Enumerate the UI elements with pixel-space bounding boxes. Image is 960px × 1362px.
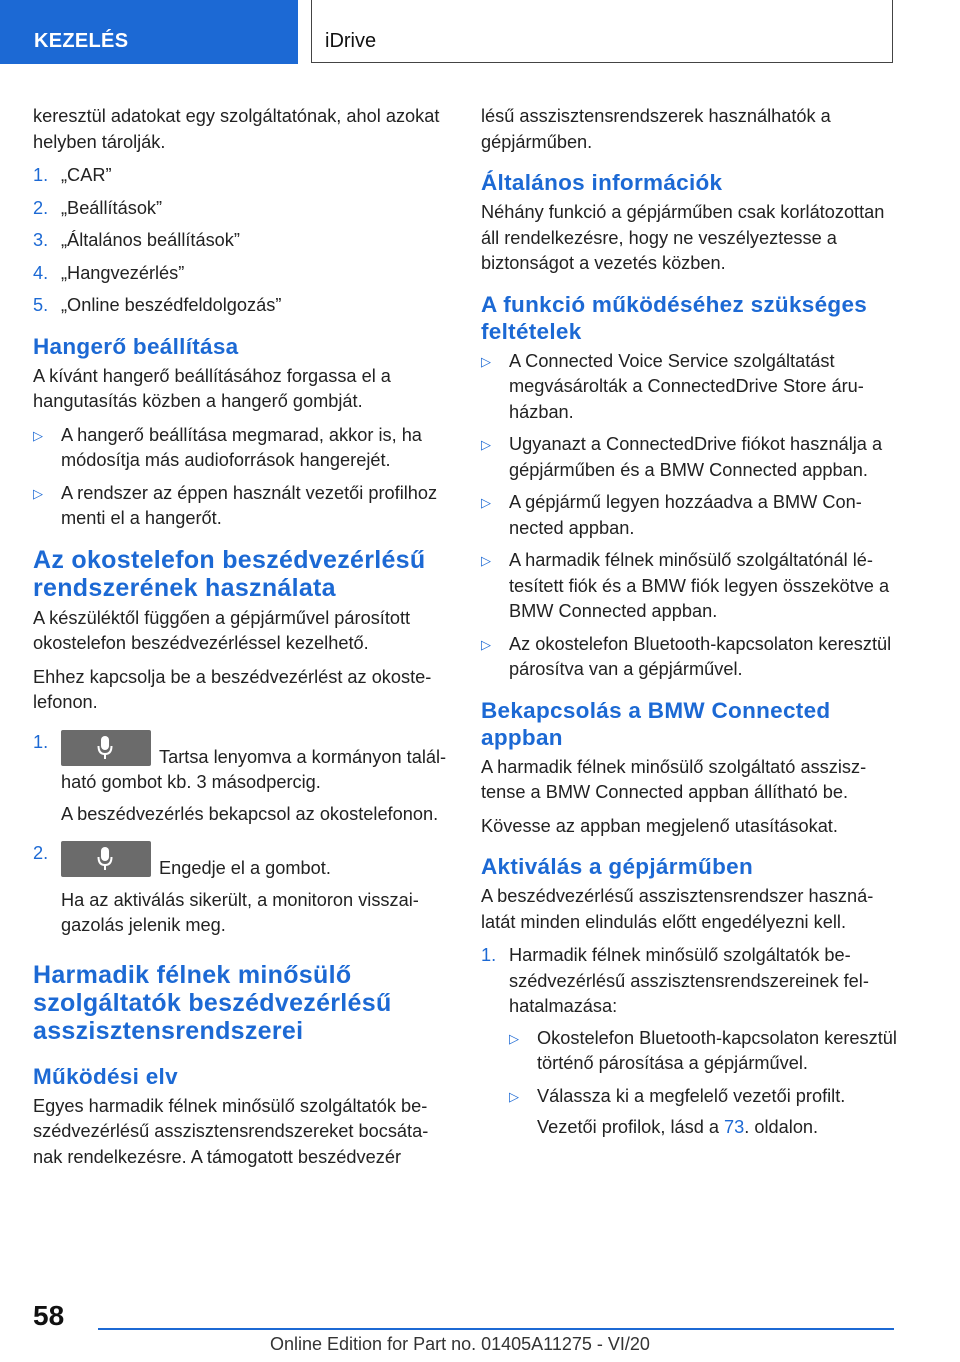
step-text: Tartsa lenyomva a kormányon található gombot kb. 3 másodpercig. xyxy=(61,746,447,792)
step-text: „Beállítások” xyxy=(61,197,163,218)
activate-paragraph: A beszédvezérlésű asszisztensrendszer használatát minden elindulás előtt engedélyezni kell. xyxy=(481,886,874,932)
general-heading: Általános információk xyxy=(481,170,723,195)
triangle-icon: ▷ xyxy=(481,495,491,510)
list-item xyxy=(33,228,451,254)
list-item xyxy=(33,261,451,287)
step-number: 5. xyxy=(33,295,49,315)
sub-bullet-list xyxy=(509,1026,899,1141)
activate-heading: Aktiválás a gépjárműben xyxy=(481,854,753,879)
section-tab xyxy=(0,0,298,64)
chapter-title: iDrive xyxy=(325,30,377,52)
step-result: Ha az aktiválás sikerült, a monitoron visszaigazolás jelenik meg. xyxy=(61,889,419,935)
list-item xyxy=(33,730,451,828)
step-result: A beszédvezérlés bekapcsol az okostelefonon. xyxy=(61,803,439,824)
triangle-icon: ▷ xyxy=(33,485,43,501)
phone-steps-list xyxy=(33,730,451,939)
phone-paragraph-1: A készüléktől függően a gépjárművel párosított okostelefon beszédvezérléssel kezelhető. xyxy=(33,607,411,653)
menu-steps-list xyxy=(33,163,451,319)
step-text: „CAR” xyxy=(61,165,112,185)
step-number: 1. xyxy=(33,165,49,185)
step-number: 4. xyxy=(33,262,49,283)
enable-paragraph-2: Kövesse az appban megjelenő utasításokat. xyxy=(481,815,838,836)
step-text: „Általános beállítások” xyxy=(61,230,240,250)
step-number: 1. xyxy=(481,945,497,965)
list-item: ▷ A rendszer az éppen használt vezetői profilhoz menti el a hangerőt. xyxy=(33,481,451,532)
chapter-tab xyxy=(311,0,893,63)
microphone-button xyxy=(61,841,151,877)
general-paragraph: Néhány funkció a gépjárműben csak korlátozottan áll rendelkezésre, hogy ne veszélyeztesse a biztonságot a vezetés közben. xyxy=(481,202,885,273)
list-item xyxy=(481,943,899,1148)
volume-heading: Hangerő beállítása xyxy=(33,333,239,359)
principle-heading: Működési elv xyxy=(33,1063,178,1089)
volume-paragraph: A kívánt hangerő beállításához forgassa el a hangutasítás közben a hangerő gombját. xyxy=(33,365,391,411)
enable-paragraph-1: A harmadik félnek minősülő szolgáltató asszisztense a BMW Connected appban állítható be. xyxy=(481,756,867,802)
step-text: „Hangvezérlés” xyxy=(61,262,185,283)
microphone-icon xyxy=(97,846,113,872)
activate-steps-list xyxy=(481,943,899,1148)
list-item xyxy=(33,196,451,222)
list-item xyxy=(33,163,451,189)
profile-reference: Vezetői profilok, lásd a 73. oldalon. xyxy=(537,1117,819,1137)
page-link[interactable]: 73 xyxy=(724,1117,745,1137)
requirements-heading: A funkció működéséhez szükséges feltételek xyxy=(481,291,868,344)
list-item: ▷ Okostelefon Bluetooth-kapcsolaton keresztül történő párosítása a gépjárművel. xyxy=(509,1026,899,1077)
triangle-icon: ▷ xyxy=(509,1030,519,1046)
list-item xyxy=(33,841,451,939)
footer-divider xyxy=(98,1328,894,1330)
right-column xyxy=(481,104,899,1156)
step-text: Engedje el a gombot. xyxy=(159,858,331,878)
list-item: ▷ A gépjármű legyen hozzáadva a BMW Connected appban. xyxy=(481,490,899,541)
page-number: 58 xyxy=(33,1300,65,1331)
triangle-icon: ▷ xyxy=(33,427,43,443)
triangle-icon: ▷ xyxy=(481,636,491,652)
step-text: „Online beszédfeldolgozás” xyxy=(61,295,282,315)
step-number: 3. xyxy=(33,230,49,250)
continued-paragraph: lésű asszisztensrendszerek használhatók a gépjárműben. xyxy=(481,106,831,152)
list-item: ▷ A hangerő beállítása megmarad, akkor is, ha módosítja más audioforrások hangerejét. xyxy=(33,423,451,474)
step-number: 2. xyxy=(33,197,49,218)
intro-paragraph: keresztül adatokat egy szolgáltatónak, ahol azokat helyben tárolják. xyxy=(33,106,440,152)
step-number: 2. xyxy=(33,843,49,863)
requirements-list xyxy=(481,349,899,683)
phone-paragraph-2: Ehhez kapcsolja be a beszédvezérlést az okostelefonon. xyxy=(33,666,432,712)
section-title: KEZELÉS xyxy=(34,30,129,52)
step-number: 1. xyxy=(33,731,49,752)
third-party-heading: Harmadik félnek minősülő szolgáltatók beszédvezérlésű asszisztensrendszerei xyxy=(33,960,392,1045)
list-item: ▷ Az okostelefon Bluetooth-kapcsolaton keresztül párosítva van a gépjárművel. xyxy=(481,632,899,683)
edition-footer: Online Edition for Part no. 01405A11275 - VI/20 xyxy=(270,1334,650,1354)
triangle-icon: ▷ xyxy=(481,553,491,568)
enable-heading: Bekapcsolás a BMW Connected appban xyxy=(481,697,831,750)
step-text: Harmadik félnek minősülő szolgáltatók beszédvezérlésű asszisztensrendszereinek felhatalmazása: xyxy=(509,945,869,1016)
triangle-icon: ▷ xyxy=(509,1088,519,1104)
principle-paragraph: Egyes harmadik félnek minősülő szolgáltatók beszédvezérlésű asszisztensrendszereket bocsátanak rendelkezésre. A támogatott beszédvezér xyxy=(33,1095,429,1167)
list-item: ▷ A harmadik félnek minősülő szolgáltatónál létesített fiók és a BMW fiók legyen összekötve a BMW Connected appban. xyxy=(481,548,899,625)
triangle-icon: ▷ xyxy=(481,353,491,369)
list-item: ▷ A Connected Voice Service szolgáltatást megvásárolták a ConnectedDrive Store áruházban. xyxy=(481,349,899,426)
list-item: ▷ Ugyanazt a ConnectedDrive fiókot használja a gépjárműben és a BMW Connected appban. xyxy=(481,432,899,483)
list-item xyxy=(33,293,451,319)
microphone-icon xyxy=(97,735,113,761)
microphone-button xyxy=(61,730,151,766)
left-column xyxy=(33,104,451,1178)
volume-bullet-list xyxy=(33,423,451,532)
triangle-icon: ▷ xyxy=(481,437,491,452)
phone-heading: Az okostelefon beszédvezérlésű rendszerének használata xyxy=(33,545,426,602)
list-item: ▷ Válassza ki a megfelelő vezetői profilt. Vezetői profilok, lásd a 73. oldalon. xyxy=(509,1084,899,1141)
